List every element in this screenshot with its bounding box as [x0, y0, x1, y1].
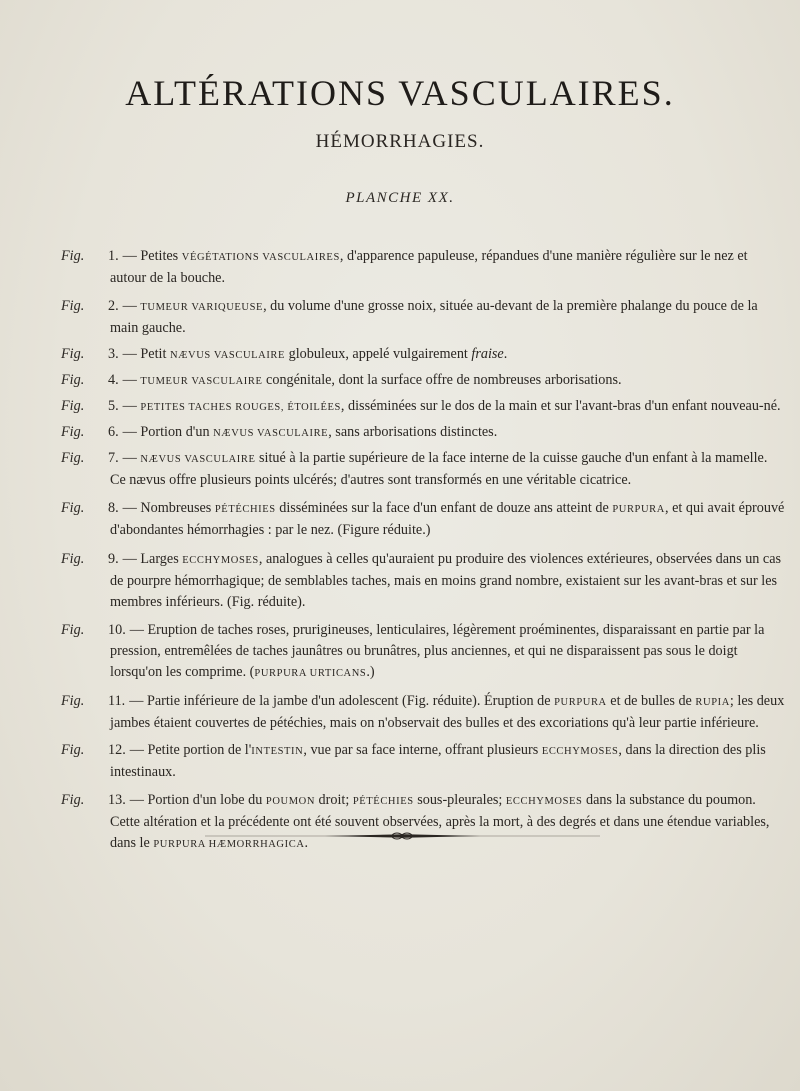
text-segment: — Nombreuses [122, 500, 215, 516]
figure-description [110, 396, 785, 418]
small-caps-term: NÆVUS VASCULAIRE [140, 454, 256, 465]
figure-number: 1. [108, 248, 119, 264]
text-segment: , disséminées sur le dos de la main et sur l'avant-bras d'un enfant nouveau-né. [340, 398, 781, 414]
text-segment: droit; [315, 792, 353, 808]
figure-number: 13. [108, 792, 126, 808]
figure-label: Fig. [61, 298, 85, 314]
text-segment: disséminées sur la face d'un enfant de douze ans atteint de [275, 500, 613, 516]
small-caps-term: NÆVUS VASCULAIRE [213, 428, 329, 439]
text-segment: — [122, 372, 141, 388]
small-caps-term: ECCHYMOSES [182, 555, 259, 566]
text-segment: — [122, 298, 141, 314]
figure-number: 8. [108, 500, 119, 516]
figure-description [110, 370, 785, 392]
figure-number: 11. [108, 693, 126, 709]
small-caps-term: ECCHYMOSES [541, 746, 619, 757]
text-segment: globuleux, appelé vulgairement [285, 346, 472, 362]
page-subtitle: HÉMORRHAGIES. [315, 131, 485, 152]
text-segment: , et qui avait éprouvé d'abondantes hémorrhagies : par le nez. (Figure réduite.) [110, 500, 785, 538]
figure-label: Fig. [61, 398, 85, 414]
small-caps-term: VÉGÉTATIONS VASCULAIRES [181, 252, 340, 263]
text-segment: situé à la partie supérieure de la face interne de la cuisse gauche d'un enfant à la mamelle. Ce nævus offre plusieurs points ulcérés; d'autres sont transformés en une véritable cicatrice. [110, 450, 768, 488]
text-segment: — Portion d'un [122, 424, 214, 440]
figure-label: Fig. [61, 346, 85, 362]
small-caps-term: RUPIA [695, 697, 730, 708]
figure-label: Fig. [61, 500, 85, 516]
figure-label: Fig. [61, 372, 85, 388]
small-caps-term: PÉTÉCHIES [352, 796, 414, 807]
figure-description [110, 498, 785, 541]
text-segment: — Larges [122, 551, 183, 567]
figure-description [110, 691, 785, 734]
text-segment: . [503, 346, 508, 362]
text-segment: , vue par sa face interne, offrant plusieurs [303, 742, 542, 758]
text-segment: sous-pleurales; [413, 792, 506, 808]
figure-number: 3. [108, 346, 119, 362]
figure-number: 4. [108, 372, 119, 388]
figure-number: 7. [108, 450, 119, 466]
small-caps-term: TUMEUR VASCULAIRE [140, 376, 263, 387]
figure-number: 9. [108, 551, 119, 567]
small-caps-term: POUMON [265, 796, 315, 807]
small-caps-term: PETITES TACHES ROUGES, ÉTOILÉES [140, 402, 341, 413]
text-segment: , du volume d'une grosse noix, située au-devant de la première phalange du pouce de la main gauche. [110, 298, 758, 336]
small-caps-term: NÆVUS VASCULAIRE [169, 350, 286, 361]
page-title: ALTÉRATIONS VASCULAIRES. [125, 73, 675, 113]
figure-description [110, 246, 785, 289]
figure-label: Fig. [61, 450, 85, 466]
figure-number: 12. [108, 742, 126, 758]
text-segment: — Petites [122, 248, 182, 264]
text-segment: , d'apparence papuleuse, répandues d'une manière régulière sur le nez et autour de la bouche. [110, 248, 748, 286]
figure-description [110, 740, 785, 783]
figure-description [110, 448, 785, 491]
small-caps-term: INTESTIN [251, 746, 304, 757]
text-segment: .) [366, 664, 375, 680]
small-caps-term: ECCHYMOSES [505, 796, 583, 807]
small-caps-term: PÉTÉCHIES [214, 504, 276, 515]
figure-label: Fig. [61, 742, 85, 758]
figure-description [110, 422, 785, 444]
figure-description [110, 790, 785, 855]
text-segment: dans la substance du poumon. Cette altération et la précédente ont été souvent observées, après la mort, à des degrés et dans une étendue variables, dans le [110, 792, 770, 851]
figure-label: Fig. [61, 424, 85, 440]
small-caps-term: PURPURA HÆMORRHAGICA [153, 839, 305, 850]
figure-label: Fig. [61, 551, 85, 567]
decorative-divider [205, 831, 600, 841]
text-segment: . [304, 835, 309, 851]
small-caps-term: PURPURA [554, 697, 607, 708]
text-segment: et de bulles de [606, 693, 696, 709]
figure-label: Fig. [61, 622, 85, 638]
figure-description [110, 620, 785, 684]
text-segment: — [122, 398, 141, 414]
text-segment: , dans la direction des plis intestinaux. [110, 742, 766, 780]
text-segment: , sans arborisations distinctes. [328, 424, 498, 440]
figure-description [110, 344, 785, 366]
small-caps-term: PURPURA [612, 504, 665, 515]
text-segment: — Eruption de taches roses, prurigineuses, lenticulaires, légèrement proéminentes, disparaissant en partie par la pression, entremêlées de taches jaunâtres ou brunâtres, plus anciennes, et qui ne disparaissent pas sous le doigt lorsqu'on les comprime. ( [110, 622, 765, 680]
plate-heading: PLANCHE XX. [345, 190, 455, 206]
figure-number: 6. [108, 424, 119, 440]
text-segment: ; les deux jambes étaient couvertes de pétéchies, mais on n'observait des bulles et des excoriations qu'à leur partie inférieure. [110, 693, 785, 731]
text-segment: — [122, 450, 141, 466]
small-caps-term: TUMEUR VARIQUEUSE [140, 302, 264, 313]
text-segment: — Petit [122, 346, 170, 362]
italic-term: fraise [471, 346, 504, 362]
small-caps-term: PURPURA URTICANS [254, 668, 367, 679]
figure-description [110, 296, 785, 339]
figure-label: Fig. [61, 248, 85, 264]
figure-label: Fig. [61, 792, 85, 808]
text-segment: — Petite portion de l' [129, 742, 252, 758]
text-segment: — Partie inférieure de la jambe d'un adolescent (Fig. réduite). Éruption de [129, 693, 555, 709]
figure-description [110, 549, 785, 613]
text-segment: — Portion d'un lobe du [129, 792, 266, 808]
figure-number: 2. [108, 298, 119, 314]
figure-label: Fig. [61, 693, 85, 709]
text-segment: , analogues à celles qu'auraient pu produire des violences extérieures, observées dans un cas de pourpre hémorrhagique; de semblables taches, mais en moins grand nombre, existaient sur les avant-bras et sur les membres inférieurs. (Fig. réduite). [110, 551, 782, 610]
figure-number: 5. [108, 398, 119, 414]
figure-number: 10. [108, 622, 126, 638]
text-segment: congénitale, dont la surface offre de nombreuses arborisations. [262, 372, 622, 388]
